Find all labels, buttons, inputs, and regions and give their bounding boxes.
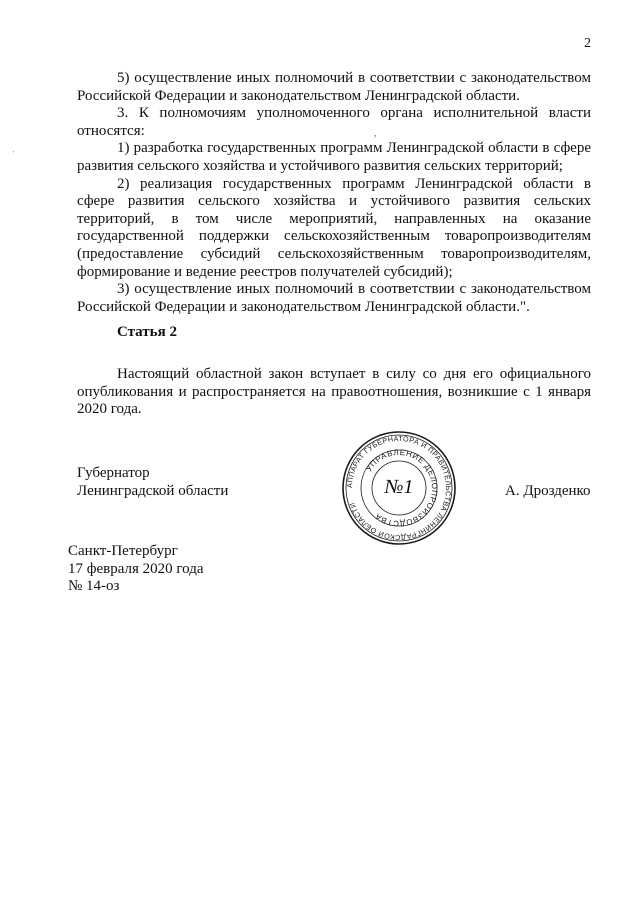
place: Санкт-Петербург [68,543,178,559]
region-title: Ленинградской области [77,483,229,499]
official-stamp [341,430,457,546]
paragraph-3-2: 2) реализация государственных программ Ленинградской области в сфере развития сельского хозяйства и устойчивого развития сельских территорий, в том числе мероприятий, направленных на оказание государственной поддержки сельскохозяйственным товаропроизводителям (предоставление субсидий сельскохозяйственным товаропроизводителям, формирование и ведение реестров получателей субсидий); [77,175,591,280]
date: 17 февраля 2020 года [68,560,204,577]
margin-mark: ˈ [12,150,16,161]
stamp-inner-text: УПРАВЛЕНИЕ ДЕЛОПРОИЗВОДСТВА [364,447,440,529]
signature-title [77,464,228,500]
page-number: 2 [584,36,591,51]
paragraph-5: 5) осуществление иных полномочий в соответствии с законодательством Российской Федерации и законодательством Ленинградской области. [77,70,591,104]
article-2-text [77,366,591,419]
paragraph-3-1: 1) разработка государственных программ Ленинградской области в сфере развития сельского хозяйства и устойчивого развития сельских территорий; [77,140,591,174]
law-number: № 14-оз [68,578,120,595]
governor-title: Губернатор [77,465,150,481]
article-2-paragraph: Настоящий областной закон вступает в силу со дня его официального опубликования и распространяется на правоотношения, возникшие с 1 января 2020 года. [77,366,591,418]
main-text [77,70,591,316]
signatory-name: А. Дрозденко [505,483,591,499]
scan-mark: , [374,128,377,139]
article-2-heading: Статья 2 [117,324,177,340]
place-and-date [68,543,204,596]
paragraph-3-3: 3) осуществление иных полномочий в соответствии с законодательством Российской Федерации и законодательством Ленинградской области.". [77,281,591,315]
stamp-number: №1 [384,476,414,498]
paragraph-section-3: 3. К полномочиям уполномоченного органа исполнительной власти относятся: [77,105,591,139]
stamp-outer-text: АППАРАТ ГУБЕРНАТОРА И ПРАВИТЕЛЬСТВА ЛЕНИНГРАДСКОЙ ОБЛАСТИ [344,433,454,543]
